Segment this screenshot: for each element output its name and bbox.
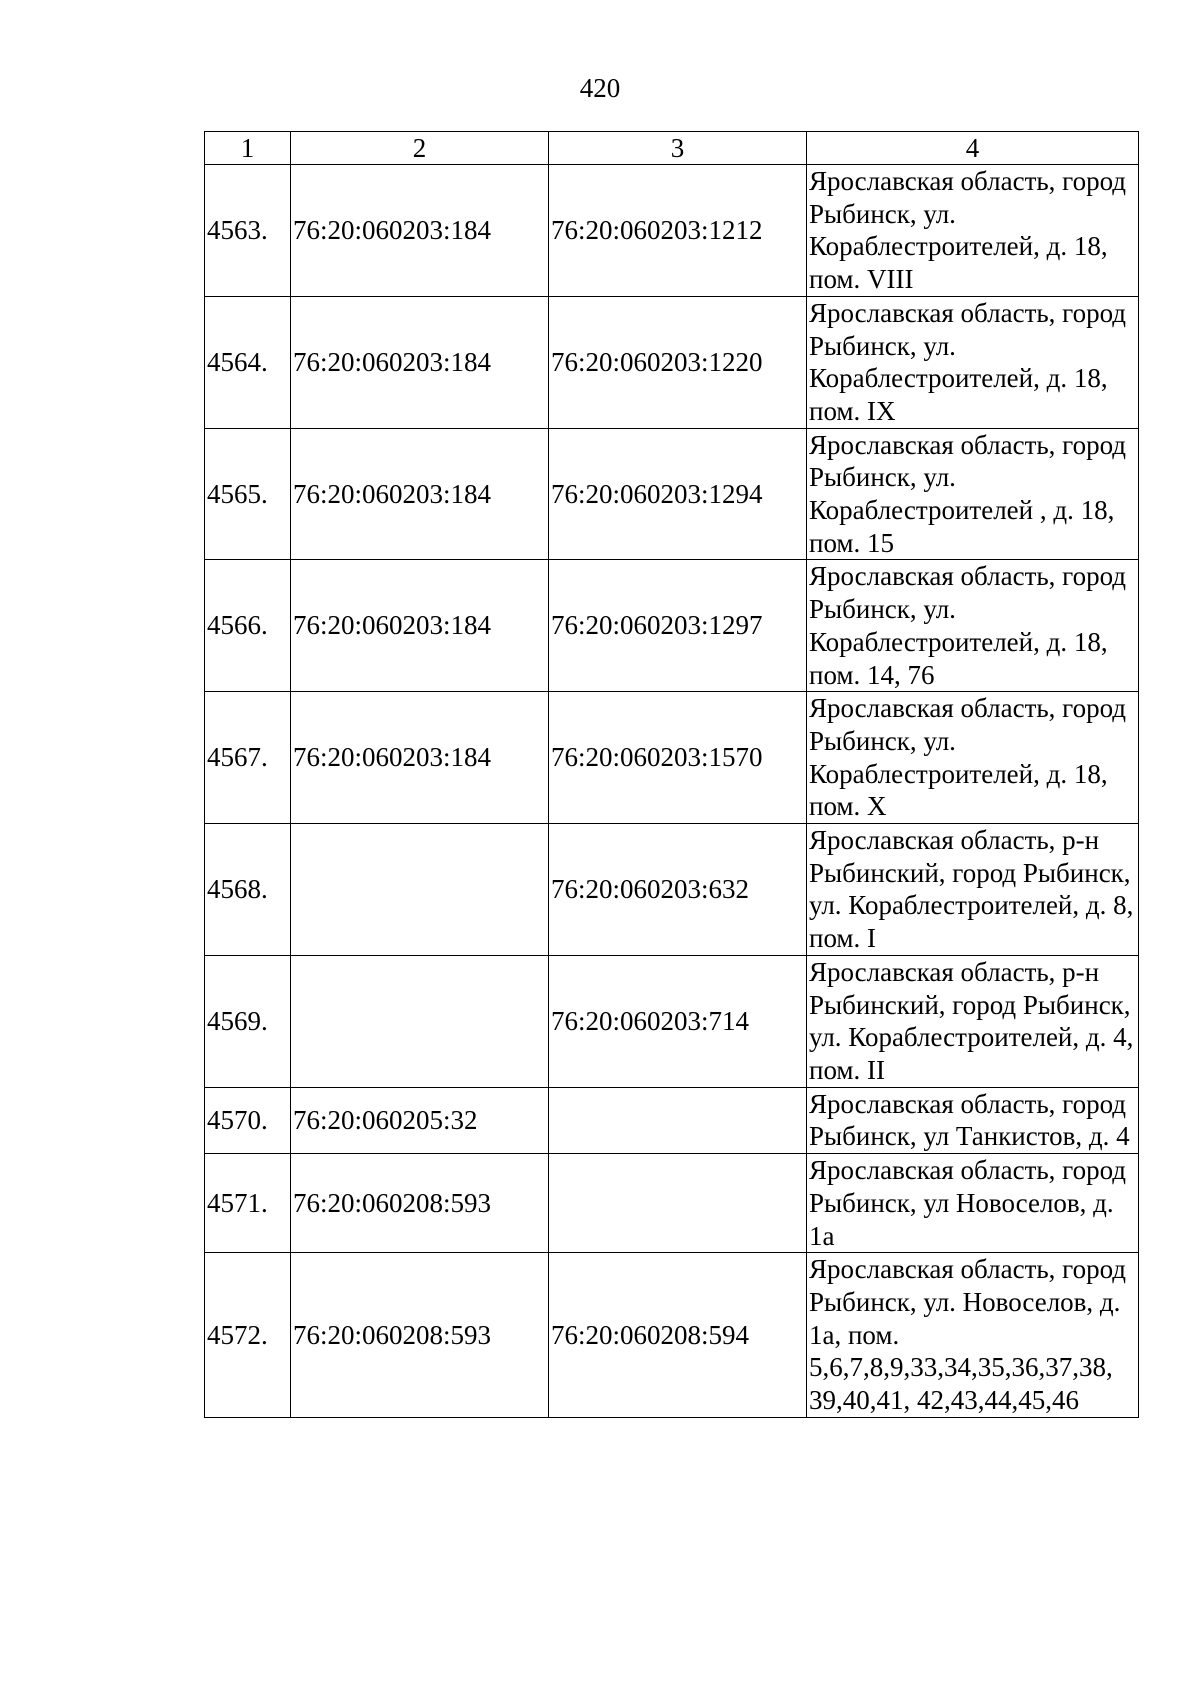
parcel-cadastral-number: 76:20:060203:184: [291, 692, 549, 824]
parcel-cadastral-number: 76:20:060203:184: [291, 560, 549, 692]
column-header-1: 1: [205, 132, 291, 165]
row-number: 4568.: [205, 824, 291, 956]
parcel-cadastral-number: [291, 955, 549, 1087]
parcel-cadastral-number: [291, 824, 549, 956]
parcel-cadastral-number: 76:20:060203:184: [291, 428, 549, 560]
object-cadastral-number: [549, 1154, 807, 1253]
table-row: [205, 1087, 1139, 1153]
table-row: [205, 560, 1139, 692]
table-row: [205, 296, 1139, 428]
address: Ярославская область, город Рыбинск, ул. Кораблестроителей, д. 18, пом. X: [807, 692, 1139, 824]
row-number: 4564.: [205, 296, 291, 428]
table-row: [205, 824, 1139, 956]
address: Ярославская область, город Рыбинск, ул. Новоселов, д. 1а, пом. 5,6,7,8,9,33,34,35,36,37,38, 39,40,41, 42,43,44,45,46: [807, 1253, 1139, 1418]
column-header-4: 4: [807, 132, 1139, 165]
object-cadastral-number: 76:20:060203:1570: [549, 692, 807, 824]
parcel-cadastral-number: 76:20:060208:593: [291, 1253, 549, 1418]
page-number: 420: [579, 73, 621, 103]
header-row: [205, 132, 1139, 165]
address: Ярославская область, р-н Рыбинский, город Рыбинск, ул. Кораблестроителей, д. 4, пом. II: [807, 955, 1139, 1087]
row-number: 4571.: [205, 1154, 291, 1253]
parcel-cadastral-number: 76:20:060203:184: [291, 165, 549, 297]
object-cadastral-number: [549, 1087, 807, 1153]
table-row: [205, 692, 1139, 824]
object-cadastral-number: 76:20:060203:714: [549, 955, 807, 1087]
object-cadastral-number: 76:20:060208:594: [549, 1253, 807, 1418]
address: Ярославская область, город Рыбинск, ул. Кораблестроителей , д. 18, пом. 15: [807, 428, 1139, 560]
object-cadastral-number: 76:20:060203:1220: [549, 296, 807, 428]
row-number: 4563.: [205, 165, 291, 297]
address: Ярославская область, город Рыбинск, ул Танкистов, д. 4: [807, 1087, 1139, 1153]
column-header-2: 2: [291, 132, 549, 165]
parcel-cadastral-number: 76:20:060203:184: [291, 296, 549, 428]
row-number: 4567.: [205, 692, 291, 824]
address: Ярославская область, город Рыбинск, ул Новоселов, д. 1а: [807, 1154, 1139, 1253]
object-cadastral-number: 76:20:060203:1294: [549, 428, 807, 560]
column-header-3: 3: [549, 132, 807, 165]
table-row: [205, 1253, 1139, 1418]
parcel-cadastral-number: 76:20:060205:32: [291, 1087, 549, 1153]
object-cadastral-number: 76:20:060203:1212: [549, 165, 807, 297]
registry-table: [204, 131, 1139, 1418]
table-row: [205, 1154, 1139, 1253]
parcel-cadastral-number: 76:20:060208:593: [291, 1154, 549, 1253]
address: Ярославская область, город Рыбинск, ул. Кораблестроителей, д. 18, пом. IX: [807, 296, 1139, 428]
address: Ярославская область, город Рыбинск, ул. Кораблестроителей, д. 18, пом. VIII: [807, 165, 1139, 297]
row-number: 4569.: [205, 955, 291, 1087]
row-number: 4570.: [205, 1087, 291, 1153]
object-cadastral-number: 76:20:060203:1297: [549, 560, 807, 692]
object-cadastral-number: 76:20:060203:632: [549, 824, 807, 956]
row-number: 4572.: [205, 1253, 291, 1418]
address: Ярославская область, город Рыбинск, ул. Кораблестроителей, д. 18, пом. 14, 76: [807, 560, 1139, 692]
table-row: [205, 955, 1139, 1087]
row-number: 4566.: [205, 560, 291, 692]
table-row: [205, 428, 1139, 560]
address: Ярославская область, р-н Рыбинский, город Рыбинск, ул. Кораблестроителей, д. 8, пом. I: [807, 824, 1139, 956]
row-number: 4565.: [205, 428, 291, 560]
table-row: [205, 165, 1139, 297]
